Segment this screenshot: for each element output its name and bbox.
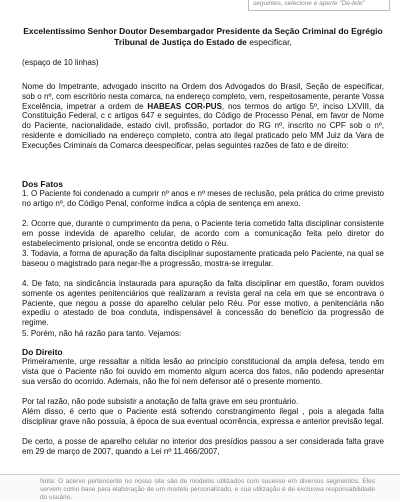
fatos-item-5: 5. Porém, não há razão para tanto. Vejamos: bbox=[22, 329, 182, 338]
intro-paragraph bbox=[22, 82, 384, 151]
section-title-direito: Do Direito bbox=[22, 347, 63, 357]
fatos-item-2: 2. Ocorre que, durante o cumprimento da pena, o Paciente teria cometido falta disciplinar consistente em posse indevida de aparelho celular, de acordo com a comunicação feita pelo diretor do estabelecimento prisional, onde se encontra detido o Réu. bbox=[22, 219, 384, 248]
corner-note-text: seguintes, selecione e aperte "De-lete" bbox=[253, 0, 365, 7]
heading-bold: Excelentíssimo Senhor Doutor Desembargador Presidente da Seção Criminal do Egrégio Tribunal de Justiça do Estado de bbox=[23, 26, 383, 47]
direito-paragraph-3: Além disso, é certo que o Paciente está sofrendo constrangimento ilegal , pois a alegada falta disciplinar grave não possuía, à época de sua eventual ocorrência, expressa e anterior previsão legal. bbox=[22, 407, 384, 426]
direito-paragraph-1: Primeiramente, urge ressaltar a nítida lesão ao princípio constitucional da ampla defesa, tendo em vista que o Paciente não foi ouvido em momento algum acerca dos fatos, não podendo apresentar sua versão do ocorrido. Ademais, não lhe foi nem defensor até o presente momento. bbox=[22, 357, 384, 386]
spacing-note: (espaço de 10 linhas) bbox=[22, 58, 99, 67]
document-page bbox=[22, 0, 384, 500]
footer-note-label: Nota: bbox=[40, 478, 56, 485]
footer-note-text: O acervo pertencente no nosso site são de modelos utilizados com sucesso em diversos segmentos. Eles servem como base para elaboração de um modelo personalizado, e sua utilização é de exclusiva responsabilidade do usuário. bbox=[40, 478, 376, 501]
habeas-corpus: HABEAS COR-PUS bbox=[147, 101, 222, 111]
fatos-item-1: 1. O Paciente foi condenado a cumprir nº anos e nº meses de reclusão, pela prática do crime previsto no artigo nº, do Código Penal, conforme indica a cópia de sentença em anexo. bbox=[22, 189, 384, 208]
fatos-item-4: 4. De fato, na sindicância instaurada para apuração da falta disciplinar em questão, foram ouvidos somente os agentes penitenciários que realizaram a revista geral na cela em que se encontrava o Paciente, que negou a posse do aparelho celular pelo Réu. Por esse motivo, a penitenciária não expediu o atestado de boa conduta, indispensável à concessão do benefício da progressão de regime. bbox=[22, 279, 384, 328]
section-title-fatos: Dos Fatos bbox=[22, 179, 64, 189]
direito-paragraph-2: Por tal razão, não pode subsistir a anotação de falta grave em seu prontuário. bbox=[22, 397, 299, 406]
footer-note-body bbox=[40, 478, 375, 502]
heading-normal: especificar, bbox=[249, 36, 292, 47]
direito-paragraph-4: De certo, a posse de aparelho celular no interior dos presídios passou a ser considerada falta grave em 29 de março de 2007, quando a Lei nº 11.466/2007, bbox=[22, 437, 384, 456]
footer-note bbox=[0, 474, 400, 501]
intro-part-1: Nome do Impetrante, advogado inscrito na Ordem dos Advogados do Brasil, Seção de especificar, sob o nº, com escritório nesta comarca, na endereço completo, vem, respeitosamente, perante Vossa Excelência, impetrar a ordem de bbox=[22, 82, 384, 111]
fatos-item-3: 3. Todavia, a forma de apuração da falta disciplinar supostamente praticada pelo Paciente, na qual se baseou o magistrado para negar-lhe a progressão, mostra-se irregular. bbox=[22, 249, 384, 268]
intro-part-2: , nos termos do artigo 5º, inciso LXVIII, da Constituição Federal, c c artigos 647 e seguintes, do Código de Processo Penal, em favor de Nome do Paciente, nacionalidade, estado civil, profissão, portador do RG nº, inscrito no CPF sob o nº, residente e domiciliado na endereço completo, contra ato ilegal praticado pelo MM Juiz da Vara de Execuções Criminais da Comarca deespecificar, pelas seguintes razões de fato e de direito: bbox=[22, 101, 384, 150]
document-heading bbox=[22, 26, 384, 47]
